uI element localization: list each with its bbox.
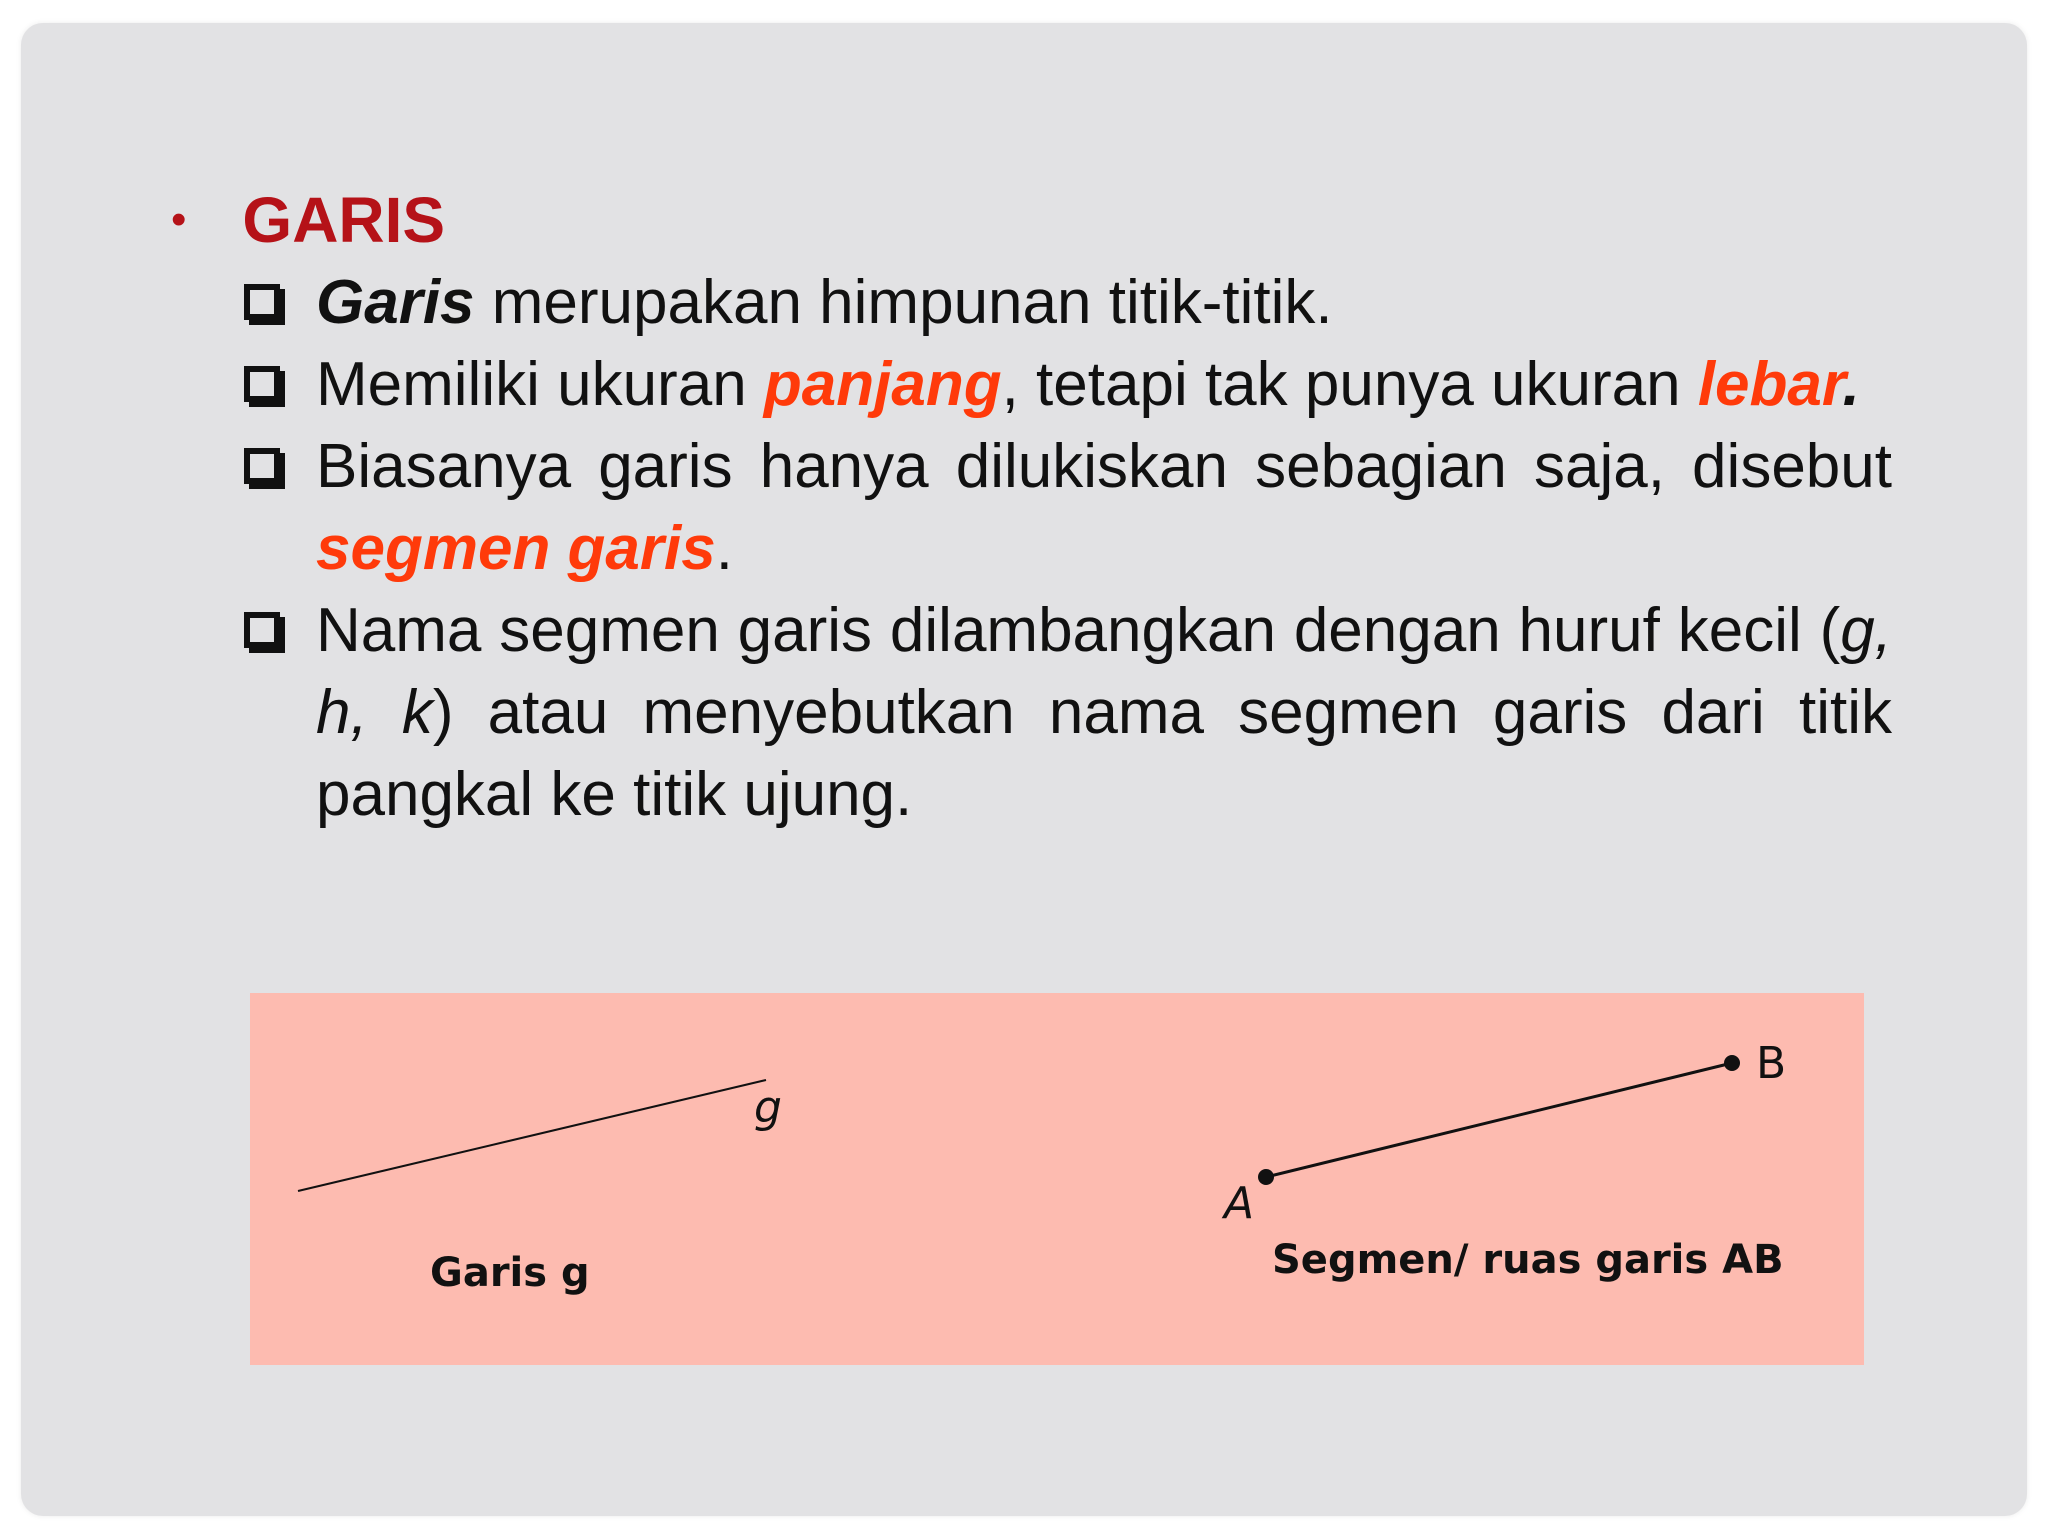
point-a-icon <box>1258 1169 1274 1185</box>
point-a-label: A <box>1224 1178 1255 1229</box>
diagram-svg <box>250 993 1864 1365</box>
section-heading <box>171 183 445 257</box>
point-b-label: B <box>1756 1038 1787 1089</box>
item-text: Biasanya garis hanya dilukiskan sebagian saja, disebut <box>316 432 1892 501</box>
item-text: ) atau menyebutkan nama segmen garis dari titik pangkal ke titik ujung. <box>316 678 1892 829</box>
term-letters: g, h, k <box>316 596 1892 747</box>
term-lebar: lebar <box>1697 350 1843 419</box>
segment-caption: Segmen/ ruas garis AB <box>1272 1237 1784 1283</box>
list-item <box>240 590 1892 836</box>
bullet-list <box>240 262 1892 836</box>
term-segmen-garis: segmen garis <box>316 514 716 583</box>
line-caption: Garis g <box>430 1250 590 1296</box>
list-item <box>240 426 1892 590</box>
item-text: . <box>1842 350 1860 419</box>
bullet-icon: • <box>171 195 187 244</box>
checkbox-bullet-icon <box>244 612 280 648</box>
item-text: , tetapi tak punya ukuran <box>1001 350 1698 419</box>
term-panjang: panjang <box>763 350 1002 419</box>
term-garis: Garis <box>316 268 475 337</box>
diagram-panel <box>250 993 1864 1365</box>
segment-ab <box>1266 1063 1732 1177</box>
heading-title: GARIS <box>242 184 446 256</box>
item-text: Nama segmen garis dilambangkan dengan huruf kecil ( <box>316 596 1841 665</box>
checkbox-bullet-icon <box>244 366 280 402</box>
list-item <box>240 344 1892 426</box>
item-text: Memiliki ukuran <box>316 350 764 419</box>
point-b-icon <box>1724 1055 1740 1071</box>
item-text: . <box>715 514 733 583</box>
line-label-g: g <box>754 1082 782 1133</box>
line-g <box>298 1080 766 1191</box>
checkbox-bullet-icon <box>244 448 280 484</box>
list-item <box>240 262 1892 344</box>
item-text: merupakan himpunan titik-titik. <box>474 268 1333 337</box>
checkbox-bullet-icon <box>244 284 280 320</box>
